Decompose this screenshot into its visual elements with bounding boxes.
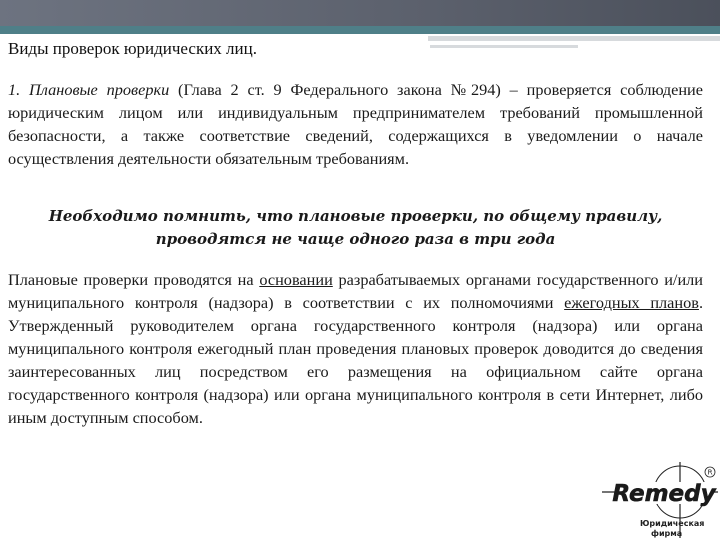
paragraph-text-3: . Утвержденный руководителем органа государственного контроля (надзора) или органа муниципального контроля ежегодный план проведения плановых проверок доводится до сведения заинтересованных лиц посредством его размещения на официальном сайте органа государственного контроля (надзора) или органа муниципального контроля в сети Интернет, либо иным доступным способом. — [8, 293, 704, 427]
paragraph-text-2: разрабатываемых органами государственного и/или муниципального контроля (надзора) в соответствии с их полномочиями — [8, 270, 703, 312]
logo-brand-text: Remedy — [612, 481, 716, 507]
svg-text:R: R — [707, 468, 713, 477]
paragraph-plans — [8, 268, 703, 429]
header-bar-dark — [0, 0, 720, 26]
section-text: (Глава 2 ст. 9 Федерального закона №294) – проверяется соблюдение юридическим лицом или индивидуальным предпринимателем требований промышленной безопасности, а также соответствие сведений, содержащихся в уведомлении о начале осуществления деятельности обязательным требованиям. — [8, 80, 703, 168]
logo-subtitle-1: Юридическая — [640, 519, 705, 528]
header-accent-line — [428, 36, 720, 41]
important-note: Необходимо помнить, что плановые проверки, по общему правилу, проводятся не чаще одного раза в три года — [48, 207, 663, 248]
section-term: Плановые проверки — [29, 80, 170, 99]
header-bar-teal — [0, 26, 720, 34]
remedy-logo — [596, 460, 720, 540]
section-planned-inspections — [8, 78, 703, 170]
page-title: Виды проверок юридических лиц. — [8, 39, 257, 58]
remedy-logo-graphic — [596, 460, 720, 540]
link-annual-plans[interactable]: ежегодных планов — [564, 293, 699, 312]
paragraph-text-1: Плановые проверки проводятся на — [8, 270, 260, 289]
link-basis[interactable]: основании — [259, 270, 333, 289]
header-accent-line-short — [430, 45, 578, 48]
section-number: 1. — [8, 80, 21, 99]
logo-subtitle-2: фирма — [651, 529, 683, 538]
